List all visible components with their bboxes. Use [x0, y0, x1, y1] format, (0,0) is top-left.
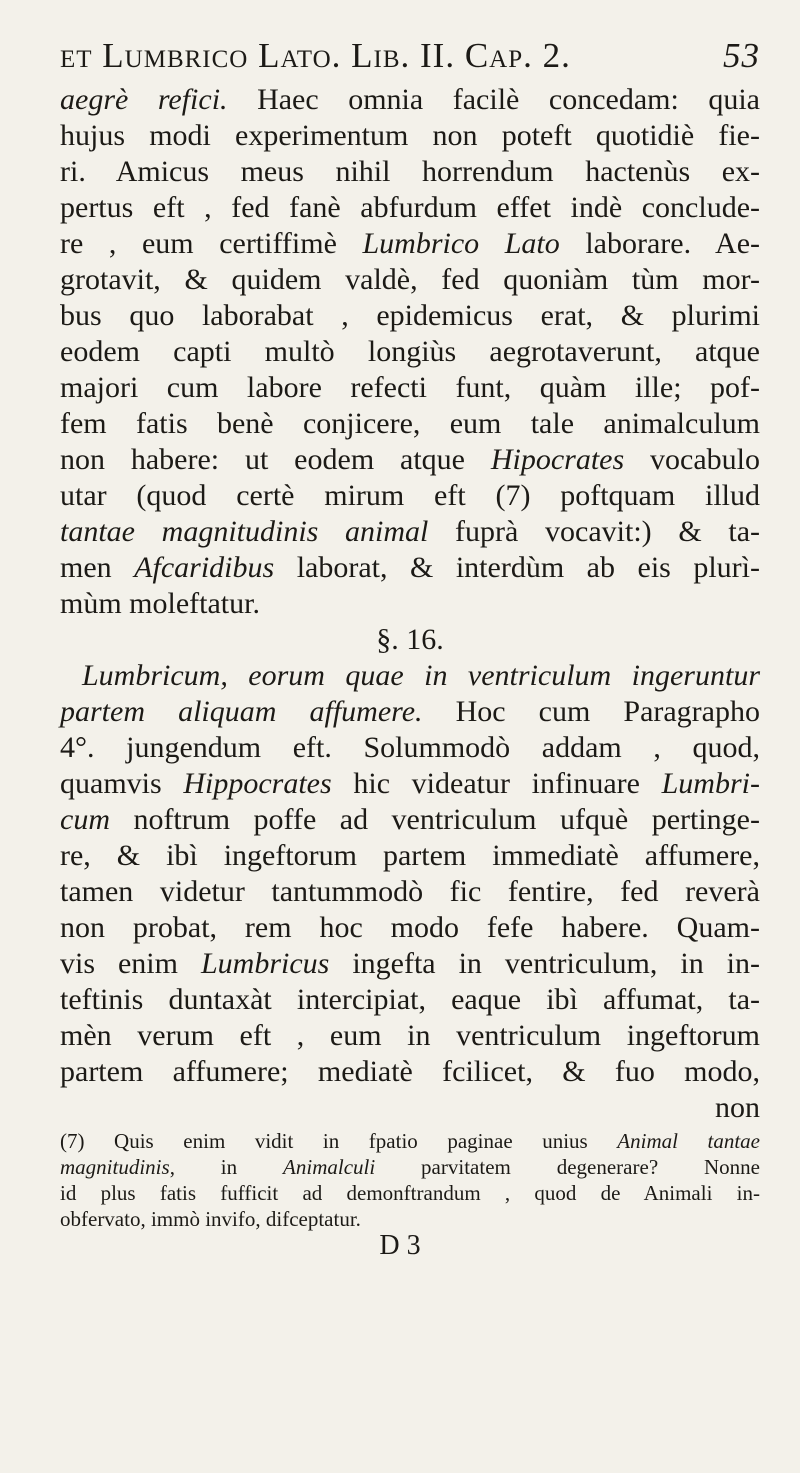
text-line-text [60, 82, 760, 118]
text-line-text [60, 1018, 760, 1054]
text-line [60, 658, 760, 694]
footnote-line [60, 1128, 760, 1154]
italic-span: partem aliquam affumere. [60, 695, 423, 728]
text-span: ingefta in ventriculum, in in- [329, 947, 760, 980]
text-span: vis enim [60, 947, 201, 980]
text-line [60, 838, 760, 874]
text-span: utar (quod certè mirum eft (7) poftquam illud [60, 479, 760, 512]
text-span: fem fatis benè conjicere, eum tale animalculum [60, 407, 760, 440]
text-span: eodem capti multò longiùs aegrotaverunt, atque [60, 335, 760, 368]
text-span: Haec omnia facilè concedam: quia [227, 83, 760, 116]
text-span: , in [169, 1155, 284, 1179]
text-span: §. 16. [376, 623, 444, 656]
text-line-text [60, 190, 760, 226]
text-span: parvitatem degenerare? Nonne [375, 1155, 760, 1179]
text-span: tamen videtur tantummodò fic fentire, fed reverà [60, 875, 760, 908]
text-line [60, 1090, 760, 1126]
text-span: fuprà vocavit:) & ta- [428, 515, 761, 548]
text-line [60, 982, 760, 1018]
text-line [60, 226, 760, 262]
footnote-line-text [60, 1180, 760, 1206]
text-line [60, 1054, 760, 1090]
text-span: majori cum labore refecti funt, quàm ille; pof- [60, 371, 760, 404]
text-line-text [60, 694, 760, 730]
text-span: non habere: ut eodem atque [60, 443, 491, 476]
text-line-text [60, 586, 260, 622]
text-line [60, 334, 760, 370]
text-span: non probat, rem hoc modo fefe habere. Quam- [60, 911, 760, 944]
text-span: Hoc cum Paragrapho [422, 695, 760, 728]
footnote-line-text [60, 1154, 760, 1180]
footnote-line [60, 1180, 760, 1206]
text-line-text [60, 226, 760, 262]
text-line [60, 1018, 760, 1054]
text-span: bus quo laborabat , epidemicus erat, & plurimi [60, 299, 760, 332]
text-span: re , eum certiffimè [60, 227, 363, 260]
text-span: non [715, 1091, 760, 1124]
text-line [60, 694, 760, 730]
text-line-text [60, 982, 760, 1018]
running-title: et Lumbrico Lato. Lib. II. Cap. 2. [60, 36, 571, 75]
text-line-text [60, 478, 760, 514]
text-line [60, 730, 760, 766]
text-line [60, 118, 760, 154]
text-line-text [60, 442, 760, 478]
text-span: grotavit, & quidem valdè, fed quoniàm tùm mor- [60, 263, 760, 296]
italic-span: Afcaridibus [134, 551, 275, 584]
footnote [60, 1128, 760, 1232]
text-span: mùm moleftatur. [60, 587, 260, 620]
text-line-text [60, 802, 760, 838]
text-span: pertus eft , fed fanè abfurdum effet indè conclude- [60, 191, 760, 224]
footnote-line-text [60, 1206, 361, 1232]
text-line [60, 946, 760, 982]
text-line-text [60, 514, 760, 550]
text-span: (7) Quis enim vidit in fpatio paginae unius [60, 1129, 618, 1153]
italic-span: Lumbrico Lato [362, 227, 560, 260]
italic-span: aegrè refici. [60, 83, 228, 116]
text-line [60, 298, 760, 334]
text-span: partem affumere; mediatè fcilicet, & fuo modo, [60, 1055, 760, 1088]
text-line-text [82, 658, 760, 694]
text-span: 4°. jungendum eft. Solummodò addam , quod, [60, 731, 760, 764]
italic-span: Lumbricus [200, 947, 330, 980]
text-span: men [60, 551, 135, 584]
text-line [60, 622, 760, 658]
text-line [60, 82, 760, 118]
italic-span: Animal tantae [617, 1129, 760, 1153]
text-line [60, 478, 760, 514]
text-line [60, 586, 760, 622]
text-span: noftrum poffe ad ventriculum ufquè pertinge- [109, 803, 760, 836]
text-line-text [60, 262, 760, 298]
main-text [60, 82, 760, 1126]
footnote-line [60, 1206, 760, 1232]
text-line-text [715, 1090, 760, 1126]
italic-span: Hippocrates [183, 767, 332, 800]
italic-span: Lumbri- [661, 767, 760, 800]
page-number: 53 [723, 36, 760, 75]
text-span: re, & ibì ingeftorum partem immediatè affumere, [60, 839, 760, 872]
footnote-line-text [60, 1128, 760, 1154]
italic-span: Lumbricum, eorum quae in ventriculum ingeruntur [82, 659, 760, 692]
footnote-line [60, 1154, 760, 1180]
text-line-text [60, 730, 760, 766]
text-line-text [60, 298, 760, 334]
text-span: vocabulo [624, 443, 760, 476]
italic-span: Hipocrates [490, 443, 625, 476]
text-line [60, 802, 760, 838]
text-line-text [60, 370, 760, 406]
text-span: ri. Amicus meus nihil horrendum hactenùs ex- [60, 155, 760, 188]
italic-span: Animalculi [283, 1155, 376, 1179]
text-line [60, 766, 760, 802]
text-span: hujus modi experimentum non poteft quotidiè fie- [60, 119, 760, 152]
text-line [60, 262, 760, 298]
text-line-text [60, 946, 760, 982]
text-span: laborare. Ae- [559, 227, 760, 260]
text-span: obfervato, immò invifo, difceptatur. [60, 1207, 361, 1231]
text-line-text [60, 154, 760, 190]
text-span: hic videatur infinuare [331, 767, 662, 800]
text-line-text [60, 550, 760, 586]
running-header [60, 36, 760, 76]
text-line [60, 190, 760, 226]
text-line-text [60, 118, 760, 154]
text-line-text [60, 910, 760, 946]
text-line-text [60, 766, 760, 802]
italic-span: magnitudinis [60, 1155, 170, 1179]
text-line [60, 406, 760, 442]
text-line [60, 442, 760, 478]
text-line-text [60, 1054, 760, 1090]
text-span: id plus fatis fufficit ad demonftrandum , quod de Animali in- [60, 1181, 760, 1205]
text-line-text [60, 406, 760, 442]
text-span: quamvis [60, 767, 184, 800]
italic-span: cum [60, 803, 110, 836]
text-line [60, 910, 760, 946]
text-line [60, 550, 760, 586]
text-line-text [60, 838, 760, 874]
text-line-text [60, 874, 760, 910]
text-span: teftinis duntaxàt intercipiat, eaque ibì affumat, ta- [60, 983, 760, 1016]
text-line-text [376, 622, 444, 658]
text-line [60, 874, 760, 910]
text-line [60, 370, 760, 406]
printer-signature: D 3 [379, 1230, 421, 1261]
text-line [60, 514, 760, 550]
text-line-text [60, 334, 760, 370]
text-line [60, 154, 760, 190]
italic-span: tantae magnitudinis animal [60, 515, 429, 548]
text-span: laborat, & interdùm ab eis plurì- [274, 551, 760, 584]
text-span: mèn verum eft , eum in ventriculum ingeftorum [60, 1019, 760, 1052]
